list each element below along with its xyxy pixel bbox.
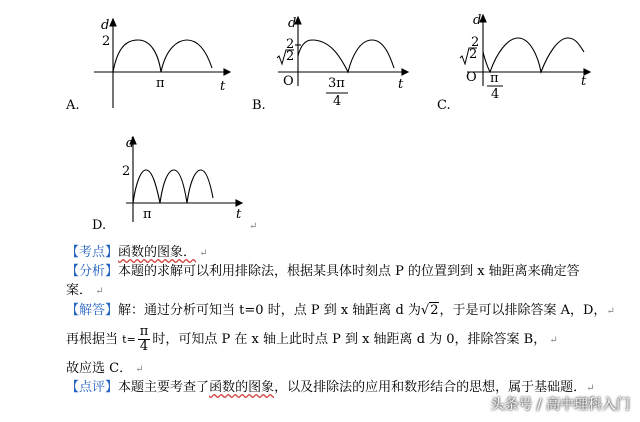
graph-c-y-tick-top: 2 bbox=[471, 35, 480, 50]
graph-b-option-label: B. bbox=[252, 98, 266, 113]
graph-c-origin: O bbox=[466, 70, 477, 85]
jieda2-t: t= bbox=[122, 333, 136, 346]
graph-a-y-label: d bbox=[101, 18, 110, 33]
dianping-tag: 点评 bbox=[79, 380, 106, 395]
jieda-line-2: 再根据当 t= $\frac{\pi}{4}$ 时，可知点 P 在 x 轴上此时点 P 到 x 轴距离 d 为 0，排除答案 B， ↵ bbox=[66, 324, 558, 354]
graph-c-x-tick-den: 4 bbox=[491, 87, 500, 102]
fenxi-tag: 分析 bbox=[79, 264, 106, 279]
graph-b-x-label: t bbox=[398, 77, 404, 92]
fenxi-line-2: 案． ↵ bbox=[66, 283, 104, 298]
graph-c-axes bbox=[467, 15, 590, 86]
choose-text: 故应选 C． bbox=[66, 361, 133, 376]
graph-a-x-label: t bbox=[220, 79, 226, 94]
graph-b-x-tick-num: 3π bbox=[328, 76, 345, 91]
return-mark: ↵ bbox=[249, 221, 258, 232]
graph-b-origin: O bbox=[283, 74, 294, 89]
graph-c-x-label: t bbox=[581, 74, 587, 89]
graph-b-x-tick-den: 4 bbox=[333, 94, 342, 109]
jieda-text-b: ，于是可以排除答案 A，D， bbox=[439, 303, 607, 318]
jieda2-text-b: 时，可知点 P 在 x 轴上此时点 P 到 x 轴距离 d 为 0，排除答案 B， bbox=[152, 332, 547, 347]
graph-c-option-label: C. bbox=[437, 98, 451, 113]
kaodian-text: 函数的图象． bbox=[118, 245, 197, 260]
graph-a-y-tick: 2 bbox=[102, 34, 111, 49]
graph-c-y-label: d bbox=[473, 13, 482, 28]
graph-c-curve bbox=[483, 38, 584, 72]
jieda2-fraction: $\frac{\pi}{4}$ bbox=[139, 324, 149, 354]
choose-line: 故应选 C． ↵ bbox=[66, 361, 144, 376]
graph-c-y-tick-sqrt: 2 bbox=[469, 47, 478, 62]
graph-c-x-tick-num: π bbox=[490, 71, 499, 86]
dianping-text-c: ，以及排除法的应用和数形结合的思想，属于基础题． bbox=[274, 380, 587, 395]
fenxi-line: 【分析】本题的求解可以利用排除法，根据某具体时刻点 P 的位置到到 x 轴距离来确定答 bbox=[66, 264, 580, 279]
graph-a-curve bbox=[113, 40, 212, 72]
graph-d-option-label: D. bbox=[92, 218, 107, 233]
graph-d-curve bbox=[133, 170, 213, 203]
graph-a-option-label: A. bbox=[66, 98, 80, 113]
jieda-text-a: 解：通过分析可知当 t=0 时，点 P 到 x 轴距离 d 为 bbox=[118, 303, 421, 318]
graph-a-x-tick: π bbox=[156, 76, 165, 91]
jieda-sqrt: √2 bbox=[420, 303, 439, 318]
dianping-text-a: 本题主要考查了 bbox=[118, 380, 210, 395]
graph-d-x-tick: π bbox=[143, 207, 152, 222]
fenxi-text: 本题的求解可以利用排除法，根据某具体时刻点 P 的位置到到 x 轴距离来确定答 bbox=[118, 264, 580, 279]
graph-d-x-label: t bbox=[236, 207, 242, 222]
dianping-text-b: 函数的图象 bbox=[209, 380, 275, 395]
graph-d-y-label: d bbox=[126, 136, 135, 151]
jieda2-text-a: 再根据当 bbox=[66, 332, 119, 347]
kaodian-tag: 考点 bbox=[79, 245, 106, 260]
watermark: 头条号 / 高中理科入门 bbox=[490, 397, 630, 413]
graph-b-curve bbox=[298, 40, 394, 72]
dianping-line: 【点评】本题主要考查了函数的图象，以及排除法的应用和数形结合的思想，属于基础题．↵ bbox=[66, 380, 595, 395]
kaodian-line: 【考点】函数的图象． ↵ bbox=[66, 245, 208, 260]
graph-b-y-tick-sqrt: 2 bbox=[286, 49, 295, 64]
fenxi-text-2: 案． bbox=[66, 283, 93, 298]
graph-b-y-label: d bbox=[288, 16, 297, 31]
jieda-line: 【解答】解：通过分析可知当 t=0 时，点 P 到 x 轴距离 d 为√2，于是可以排除答案 A，D，↵ bbox=[66, 303, 615, 318]
graph-b-y-tick-top: 2 bbox=[286, 37, 295, 52]
graph-d-y-tick: 2 bbox=[122, 164, 131, 179]
jieda-tag: 解答 bbox=[79, 303, 106, 318]
